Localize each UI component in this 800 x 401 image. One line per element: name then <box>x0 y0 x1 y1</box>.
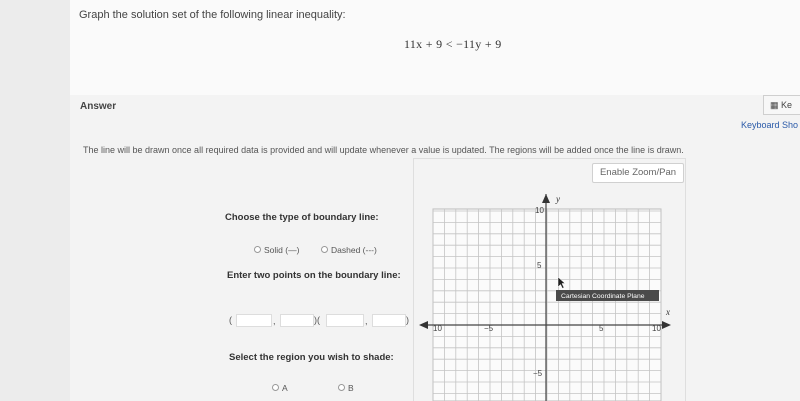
point1-x-input[interactable] <box>236 314 272 327</box>
region-b-label: B <box>348 383 354 393</box>
dashed-option-label: Dashed (---) <box>331 245 377 255</box>
keypad-button[interactable] <box>763 95 800 115</box>
cartesian-coordinate-plane[interactable] <box>413 192 673 401</box>
keypad-icon: ▦ <box>770 100 779 110</box>
comma-1: , <box>273 316 276 326</box>
x-tick-label: −5 <box>484 324 494 333</box>
point2-x-input[interactable] <box>326 314 364 327</box>
point1-y-input[interactable] <box>280 314 314 327</box>
y-tick-label: −5 <box>533 369 543 378</box>
x-tick-label: 10 <box>433 324 442 333</box>
y-tick-label: 10 <box>535 206 544 215</box>
answer-label: Answer <box>80 101 117 112</box>
x-tick-label: 5 <box>599 324 604 333</box>
x-axis-left-arrow <box>419 321 428 329</box>
solid-option-label: Solid (—) <box>264 245 300 255</box>
keyboard-shortcuts-link[interactable]: Keyboard Sho <box>741 120 799 130</box>
y-axis-up-arrow <box>542 194 550 203</box>
region-a-label: A <box>282 383 288 393</box>
inequality-equation: 11x + 9 < −11y + 9 <box>404 37 502 51</box>
boundary-type-label: Choose the type of boundary line: <box>225 212 379 223</box>
instruction-note: The line will be drawn once all required data is provided and will update whenever a value is updated. The regions will be added once the line is drawn. <box>83 145 684 155</box>
boundary-points-label: Enter two points on the boundary line: <box>227 270 401 281</box>
close-open-paren: )( <box>314 315 320 325</box>
point2-y-input[interactable] <box>372 314 406 327</box>
x-axis-right-arrow <box>662 321 671 329</box>
y-axis-label: y <box>556 194 560 204</box>
dashed-radio[interactable] <box>321 246 328 253</box>
keypad-label: Ke <box>781 100 793 110</box>
tooltip-text: Cartesian Coordinate Plane <box>561 293 645 300</box>
question-prompt: Graph the solution set of the following linear inequality: <box>79 9 346 21</box>
solid-radio[interactable] <box>254 246 261 253</box>
close-paren-2: ) <box>406 315 409 325</box>
x-axis-label: x <box>666 307 670 317</box>
region-b-radio[interactable] <box>338 384 345 391</box>
y-tick-label: 5 <box>537 261 542 270</box>
enable-zoom-pan-button[interactable]: Enable Zoom/Pan <box>592 163 684 183</box>
region-a-radio[interactable] <box>272 384 279 391</box>
comma-2: , <box>365 316 368 326</box>
shade-region-label: Select the region you wish to shade: <box>229 352 394 363</box>
x-tick-label: 10 <box>652 324 661 333</box>
left-strip <box>0 0 70 401</box>
open-paren-1: ( <box>229 315 232 325</box>
